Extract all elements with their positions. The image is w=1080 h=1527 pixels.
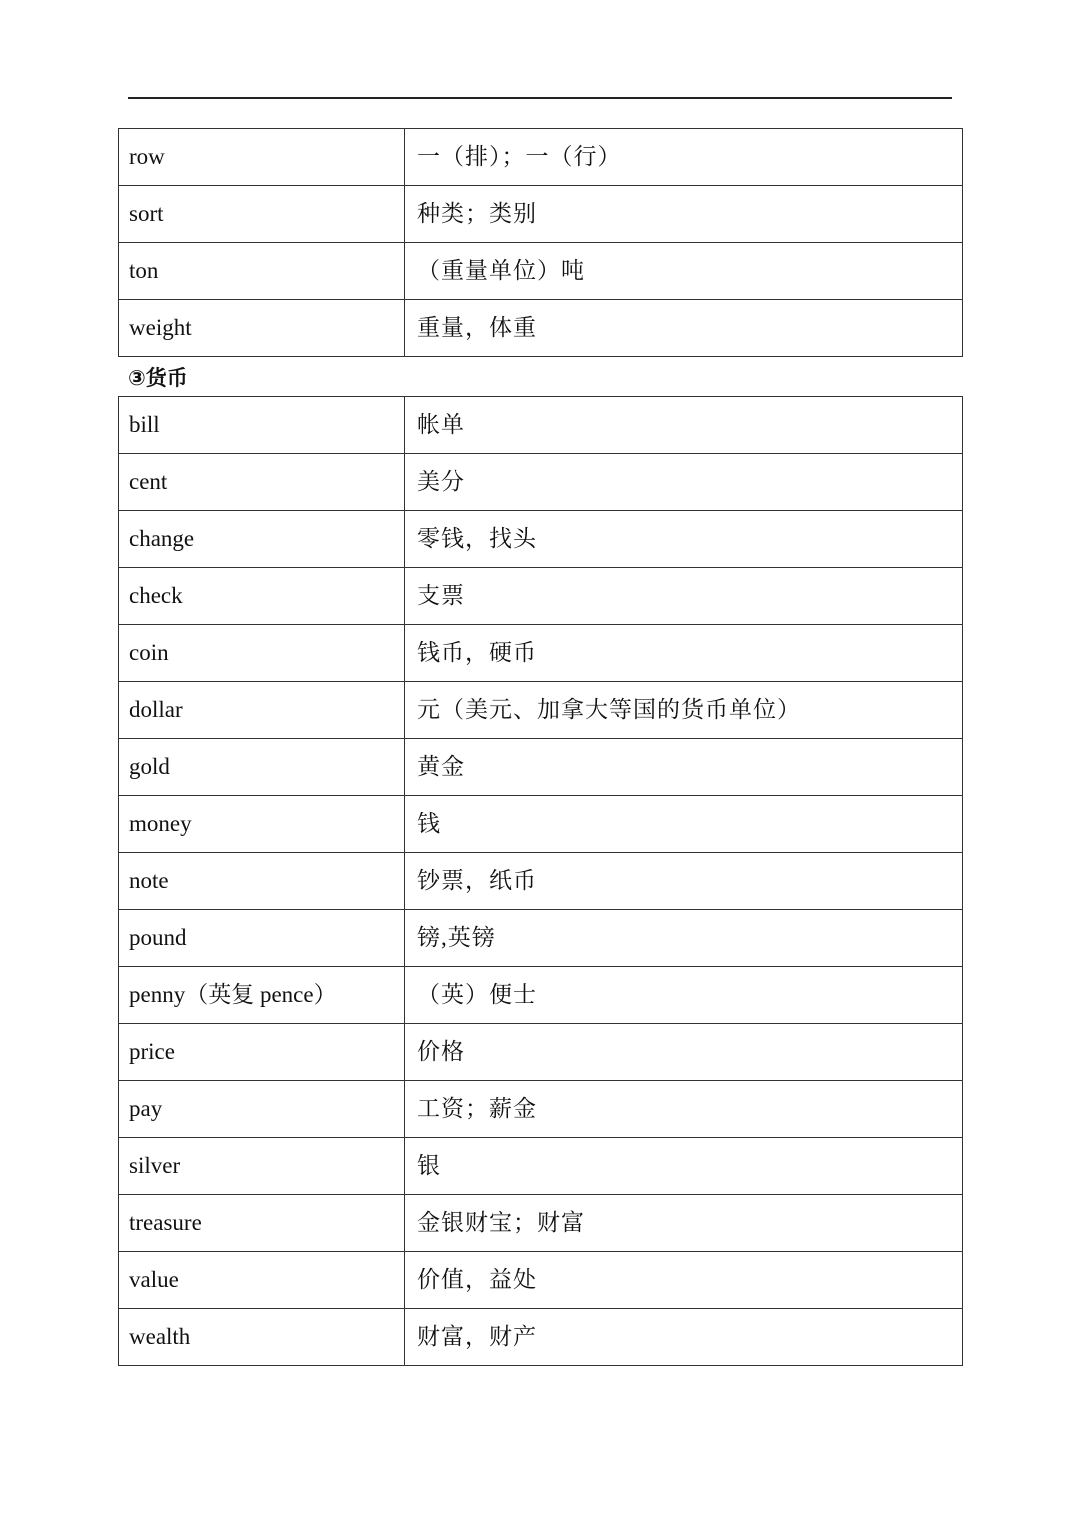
table-row <box>119 739 963 796</box>
table-row <box>119 129 963 186</box>
meaning-cell: （重量单位）吨 <box>405 243 963 300</box>
meaning-cell: 财富，财产 <box>405 1309 963 1366</box>
table-row <box>119 1195 963 1252</box>
word-cell: dollar <box>119 682 405 739</box>
meaning-cell: 黄金 <box>405 739 963 796</box>
meaning-cell: 支票 <box>405 568 963 625</box>
word-cell: cent <box>119 454 405 511</box>
table-row <box>119 568 963 625</box>
table-row <box>119 511 963 568</box>
meaning-cell: 元（美元、加拿大等国的货币单位） <box>405 682 963 739</box>
word-cell: price <box>119 1024 405 1081</box>
meaning-cell: 银 <box>405 1138 963 1195</box>
meaning-cell: 金银财宝；财富 <box>405 1195 963 1252</box>
word-cell: sort <box>119 186 405 243</box>
table-row <box>119 1252 963 1309</box>
vocabulary-table-currency <box>118 396 963 1366</box>
table-row <box>119 853 963 910</box>
meaning-cell: 一（排）；一（行） <box>405 129 963 186</box>
table-row <box>119 243 963 300</box>
meaning-cell: 种类；类别 <box>405 186 963 243</box>
meaning-cell: 美分 <box>405 454 963 511</box>
table-row <box>119 186 963 243</box>
table-row <box>119 454 963 511</box>
word-cell: ton <box>119 243 405 300</box>
word-cell: coin <box>119 625 405 682</box>
table-row <box>119 1024 963 1081</box>
header-rule <box>128 97 952 99</box>
table-row <box>119 1138 963 1195</box>
meaning-cell: （英）便士 <box>405 967 963 1024</box>
table-row <box>119 1309 963 1366</box>
meaning-cell: 镑,英镑 <box>405 910 963 967</box>
meaning-cell: 零钱，找头 <box>405 511 963 568</box>
meaning-cell: 工资；薪金 <box>405 1081 963 1138</box>
word-cell: note <box>119 853 405 910</box>
word-cell: pay <box>119 1081 405 1138</box>
word-cell: treasure <box>119 1195 405 1252</box>
meaning-cell: 价格 <box>405 1024 963 1081</box>
word-cell: wealth <box>119 1309 405 1366</box>
section-heading-currency: ③货币 <box>128 366 188 390</box>
meaning-cell: 钞票，纸币 <box>405 853 963 910</box>
meaning-cell: 钱币，硬币 <box>405 625 963 682</box>
word-cell: money <box>119 796 405 853</box>
word-cell: change <box>119 511 405 568</box>
table-row <box>119 682 963 739</box>
meaning-cell: 帐单 <box>405 397 963 454</box>
word-cell: bill <box>119 397 405 454</box>
table-row <box>119 796 963 853</box>
vocabulary-table-measures <box>118 128 963 357</box>
table-row <box>119 300 963 357</box>
table-row <box>119 967 963 1024</box>
table-row <box>119 625 963 682</box>
word-cell: pound <box>119 910 405 967</box>
meaning-cell: 钱 <box>405 796 963 853</box>
word-cell: penny（英复 pence） <box>119 967 405 1024</box>
table-row <box>119 910 963 967</box>
meaning-cell: 价值，益处 <box>405 1252 963 1309</box>
table-row <box>119 1081 963 1138</box>
word-cell: value <box>119 1252 405 1309</box>
word-cell: gold <box>119 739 405 796</box>
word-cell: check <box>119 568 405 625</box>
word-cell: row <box>119 129 405 186</box>
table-row <box>119 397 963 454</box>
word-cell: weight <box>119 300 405 357</box>
meaning-cell: 重量，体重 <box>405 300 963 357</box>
word-cell: silver <box>119 1138 405 1195</box>
